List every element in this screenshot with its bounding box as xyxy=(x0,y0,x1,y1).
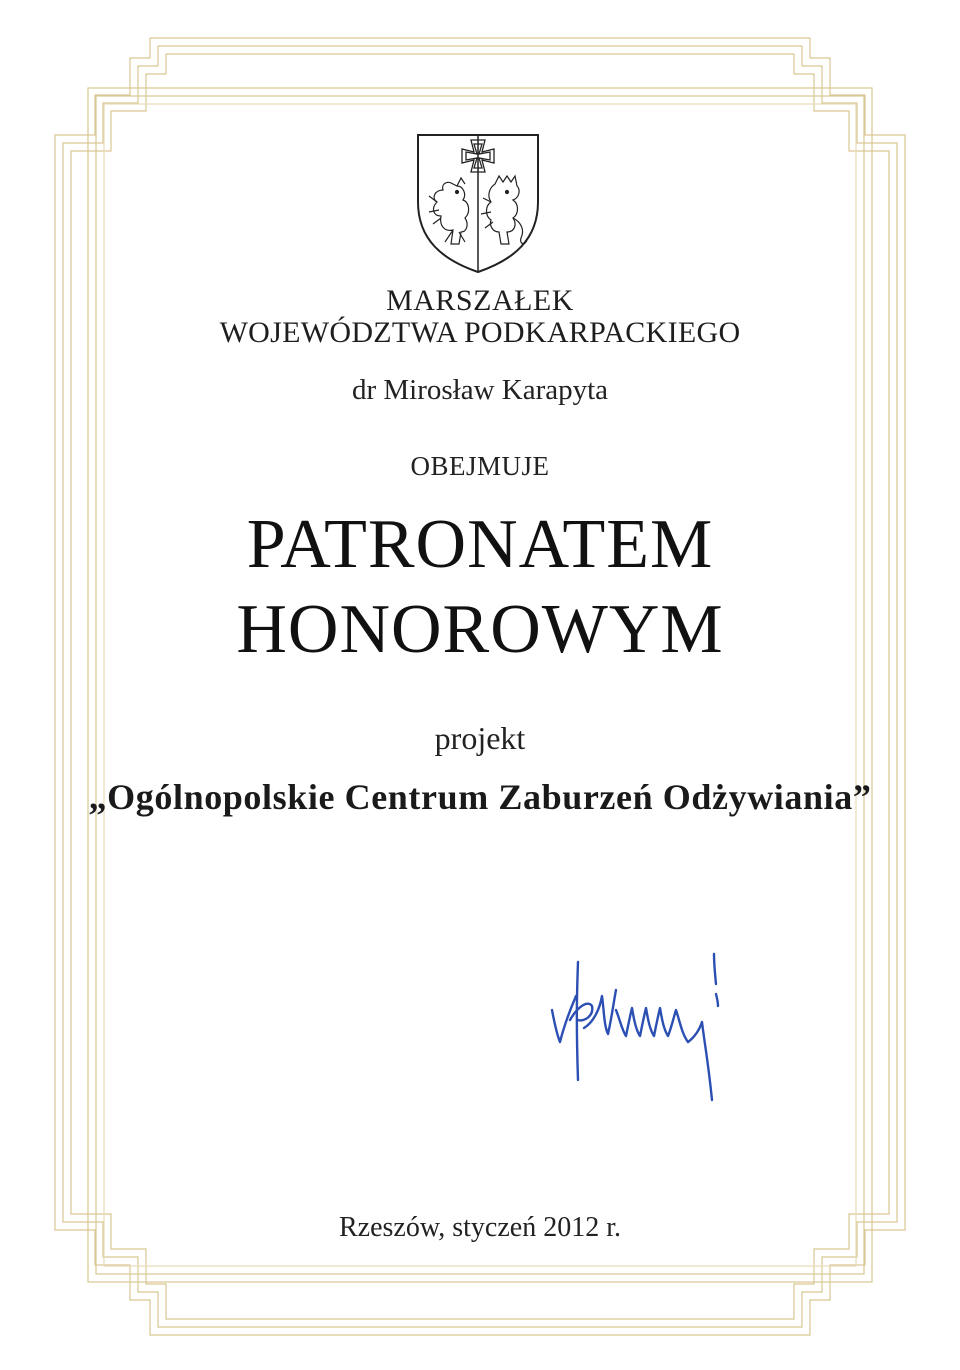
heading-line-2: HONOROWYM xyxy=(236,591,724,668)
issuer-region: WOJEWÓDZTWA PODKARPACKIEGO xyxy=(219,316,741,349)
heading-line-1: PATRONATEM xyxy=(246,506,714,583)
project-name: „Ogólnopolskie Centrum Zaburzeń Odżywiania” xyxy=(88,777,872,817)
signature-icon xyxy=(548,950,728,1110)
issuer-name: dr Mirosław Karapyta xyxy=(351,374,609,406)
verb-text: OBEJMUJE xyxy=(410,451,550,481)
coat-of-arms-icon xyxy=(415,132,541,274)
place-date: Rzeszów, styczeń 2012 r. xyxy=(339,1212,621,1243)
project-label: projekt xyxy=(434,720,526,756)
issuer-title: MARSZAŁEK xyxy=(386,284,574,317)
